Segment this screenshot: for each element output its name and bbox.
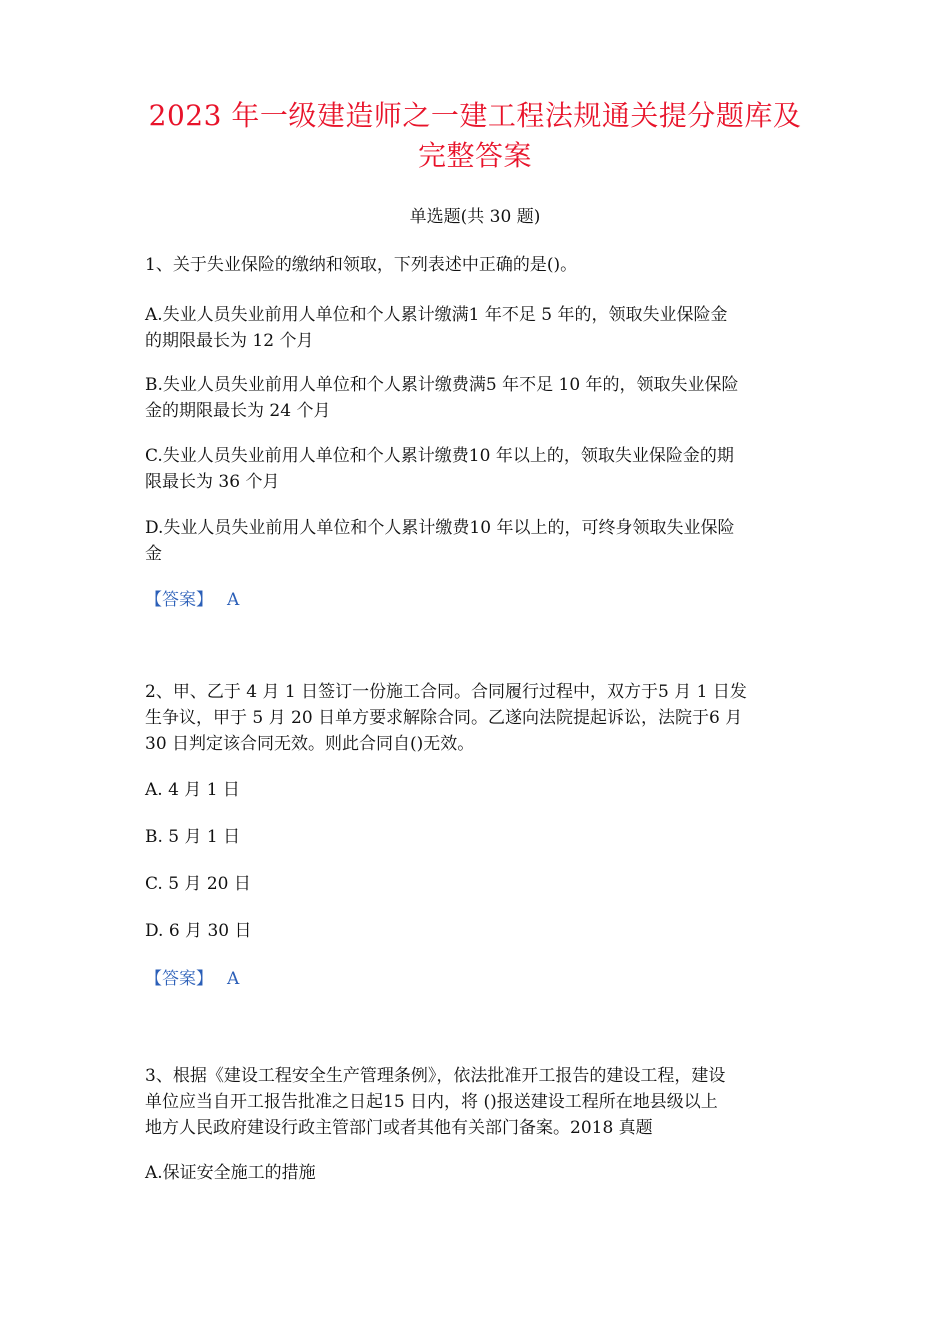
question-3-option-a: A.保证安全施工的措施 xyxy=(145,1163,316,1183)
question-1-option-c-line-2: 限最长为 36 个月 xyxy=(145,472,280,492)
question-3-stem-line-2: 单位应当自开工报告批准之日起15 日内，将 ()报送建设工程所在地县级以上 xyxy=(145,1092,718,1112)
answer-value: A xyxy=(227,969,240,989)
section-heading: 单选题(共 30 题) xyxy=(409,207,541,227)
question-2-answer xyxy=(145,967,239,991)
question-1-option-a-line-1: A.失业人员失业前用人单位和个人累计缴满1 年不足 5 年的，领取失业保险金 xyxy=(145,305,728,325)
question-2-option-d: D. 6 月 30 日 xyxy=(145,921,252,941)
question-1-option-b-line-1: B.失业人员失业前用人单位和个人累计缴费满5 年不足 10 年的，领取失业保险 xyxy=(145,375,739,395)
question-2-option-a: A. 4 月 1 日 xyxy=(145,780,240,800)
document-title-line-1: 2023 年一级建造师之一建工程法规通关提分题库及 xyxy=(148,99,802,132)
question-3-stem-line-3: 地方人民政府建设行政主管部门或者其他有关部门备案。2018 真题 xyxy=(145,1118,653,1138)
question-1-option-d-line-2: 金 xyxy=(145,544,162,564)
document-title-line-2: 完整答案 xyxy=(417,139,532,172)
question-2-stem-line-3: 30 日判定该合同无效。则此合同自()无效。 xyxy=(145,734,475,754)
question-2-option-c: C. 5 月 20 日 xyxy=(145,874,251,894)
question-1-option-c-line-1: C.失业人员失业前用人单位和个人累计缴费10 年以上的，领取失业保险金的期 xyxy=(145,446,734,466)
question-1-option-a-line-2: 的期限最长为 12 个月 xyxy=(145,331,314,351)
question-2-stem-line-2: 生争议，甲于 5 月 20 日单方要求解除合同。乙遂向法院提起诉讼，法院于6 月 xyxy=(145,708,743,728)
question-2-stem-line-1: 2、甲、乙于 4 月 1 日签订一份施工合同。合同履行过程中，双方于5 月 1 日发 xyxy=(145,682,747,702)
answer-label: 【答案】 xyxy=(145,969,213,989)
answer-value: A xyxy=(227,590,240,610)
question-1-option-b-line-2: 金的期限最长为 24 个月 xyxy=(145,401,331,421)
question-1-option-d-line-1: D.失业人员失业前用人单位和个人累计缴费10 年以上的，可终身领取失业保险 xyxy=(145,518,735,538)
question-2-option-b: B. 5 月 1 日 xyxy=(145,827,241,847)
answer-label: 【答案】 xyxy=(145,590,213,610)
question-1-answer xyxy=(145,588,239,612)
question-1-stem: 1、关于失业保险的缴纳和领取，下列表述中正确的是()。 xyxy=(145,255,578,275)
question-3-stem-line-1: 3、根据《建设工程安全生产管理条例》，依法批准开工报告的建设工程，建设 xyxy=(145,1066,726,1086)
